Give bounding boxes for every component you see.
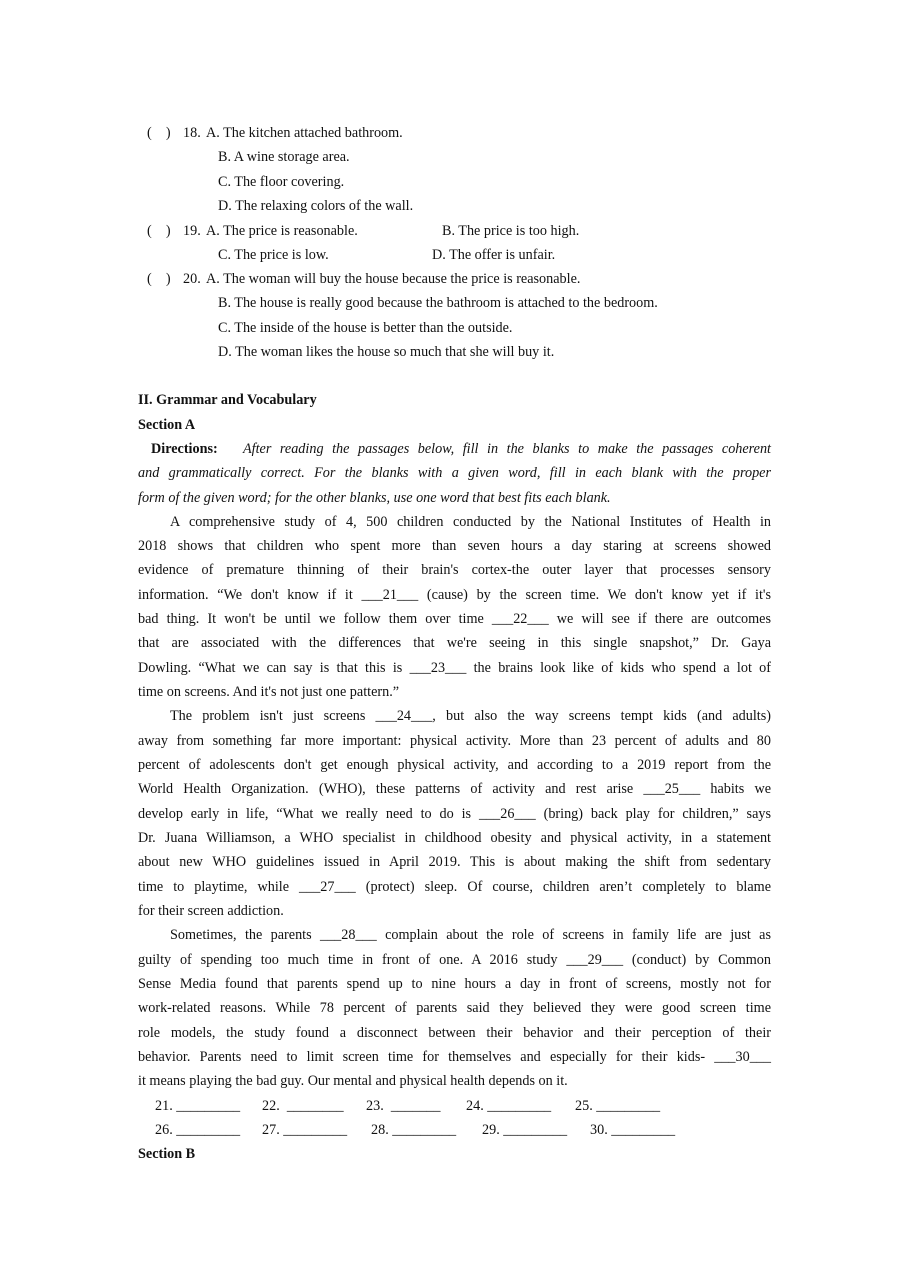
passage-line: A comprehensive study of 4, 500 children conducted by the National Institutes of Health in: [170, 514, 771, 530]
section-b-heading: Section B: [138, 1146, 196, 1162]
answer-blank-25[interactable]: 25. _________: [575, 1098, 661, 1114]
answer-blank-23[interactable]: 23. _______: [366, 1098, 441, 1114]
passage-line: that are associated with the differences that we're seeing in this single snapshot,” Dr. Gaya: [138, 635, 771, 651]
passage-line: evidence of premature thinning of their brain's cortex-the outer layer that processes sensory: [138, 562, 771, 578]
passage-line: for their screen addiction.: [138, 903, 284, 919]
answer-blank-29[interactable]: 29. _________: [482, 1122, 568, 1138]
passage-line: away from something far more important: physical activity. More than 23 percent of adults and 80: [138, 733, 771, 749]
passage-line: guilty of spending too much time in front of one. A 2016 study ___29___ (conduct) by Common: [138, 952, 771, 968]
question-number-20: 20.: [183, 271, 201, 287]
question-18-option-c: C. The floor covering.: [218, 174, 345, 190]
answer-blank-27[interactable]: 27. _________: [262, 1122, 348, 1138]
question-number-18: 18.: [183, 125, 201, 141]
question-19-option-b: B. The price is too high.: [442, 223, 580, 239]
passage-line: time on screens. And it's not just one pattern.”: [138, 684, 400, 700]
passage-line: about new WHO guidelines issued in April 2019. This is about making the shift from sedentary: [138, 854, 771, 870]
passage-line: The problem isn't just screens ___24___, but also the way screens tempt kids (and adults): [170, 708, 771, 724]
passage-line: behavior. Parents need to limit screen time for themselves and especially for their kids- ___30___: [138, 1049, 771, 1065]
question-19-option-d: D. The offer is unfair.: [432, 247, 556, 263]
passage-line: Dowling. “What we can say is that this is ___23___ the brains look like of kids who spend a lot of: [138, 660, 771, 676]
answer-blank-28[interactable]: 28. _________: [371, 1122, 457, 1138]
passage-line: it means playing the bad guy. Our mental and physical health depends on it.: [138, 1073, 568, 1089]
question-18-option-b: B. A wine storage area.: [218, 149, 350, 165]
question-19-option-a: A. The price is reasonable.: [206, 223, 358, 239]
answer-blank-30[interactable]: 30. _________: [590, 1122, 676, 1138]
passage-line: role models, the study found a disconnect between their behavior and their perception of their: [138, 1025, 771, 1041]
question-number-19: 19.: [183, 223, 201, 239]
passage-line: bad thing. It won't be until we follow them over time ___22___ we will see if there are outcomes: [138, 611, 771, 627]
answer-paren-20[interactable]: ( ): [147, 271, 171, 287]
passage-line: Sense Media found that parents spend up to nine hours a day in front of screens, mostly not for: [138, 976, 771, 992]
answer-blank-21[interactable]: 21. _________: [155, 1098, 241, 1114]
question-20-option-a: A. The woman will buy the house because the price is reasonable.: [206, 271, 581, 287]
passage-line: work-related reasons. While 78 percent of parents said they believed they were good screen time: [138, 1000, 771, 1016]
passage-line: World Health Organization. (WHO), these patterns of activity and rest arise ___25___ habits we: [138, 781, 771, 797]
answer-blank-24[interactable]: 24. _________: [466, 1098, 552, 1114]
question-20-option-c: C. The inside of the house is better than the outside.: [218, 320, 513, 336]
passage-line: information. “We don't know if it ___21___ (cause) by the screen time. We don't know yet if it's: [138, 587, 771, 603]
question-18-option-d: D. The relaxing colors of the wall.: [218, 198, 414, 214]
passage-line: Sometimes, the parents ___28___ complain about the role of screens in family life are just as: [170, 927, 771, 943]
answer-paren-18[interactable]: ( ): [147, 125, 171, 141]
directions-line: and grammatically correct. For the blanks with a given word, fill in each blank with the proper: [138, 465, 771, 481]
passage-line: time to playtime, while ___27___ (protect) sleep. Of course, children aren’t completely to blame: [138, 879, 771, 895]
question-20-option-b: B. The house is really good because the bathroom is attached to the bedroom.: [218, 295, 658, 311]
answer-paren-19[interactable]: ( ): [147, 223, 171, 239]
directions-label: Directions:: [151, 441, 218, 457]
answer-blank-26[interactable]: 26. _________: [155, 1122, 241, 1138]
question-18-option-a: A. The kitchen attached bathroom.: [206, 125, 403, 141]
passage-line: Dr. Juana Williamson, a WHO specialist in childhood obesity and physical activity, in a statement: [138, 830, 771, 846]
passage-line: develop early in life, “What we really need to do is ___26___ (bring) back play for children,” says: [138, 806, 771, 822]
directions-line: After reading the passages below, fill in the blanks to make the passages coherent: [243, 441, 771, 457]
passage-line: percent of adolescents don't get enough physical activity, and according to a 2019 report from the: [138, 757, 771, 773]
question-20-option-d: D. The woman likes the house so much that she will buy it.: [218, 344, 555, 360]
section-heading-grammar: II. Grammar and Vocabulary: [138, 392, 317, 408]
answer-blank-22[interactable]: 22. ________: [262, 1098, 344, 1114]
passage-line: 2018 shows that children who spent more than seven hours a day staring at screens showed: [138, 538, 771, 554]
directions-line: form of the given word; for the other blanks, use one word that best fits each blank.: [138, 490, 611, 506]
question-19-option-c: C. The price is low.: [218, 247, 329, 263]
section-a-heading: Section A: [138, 417, 196, 433]
